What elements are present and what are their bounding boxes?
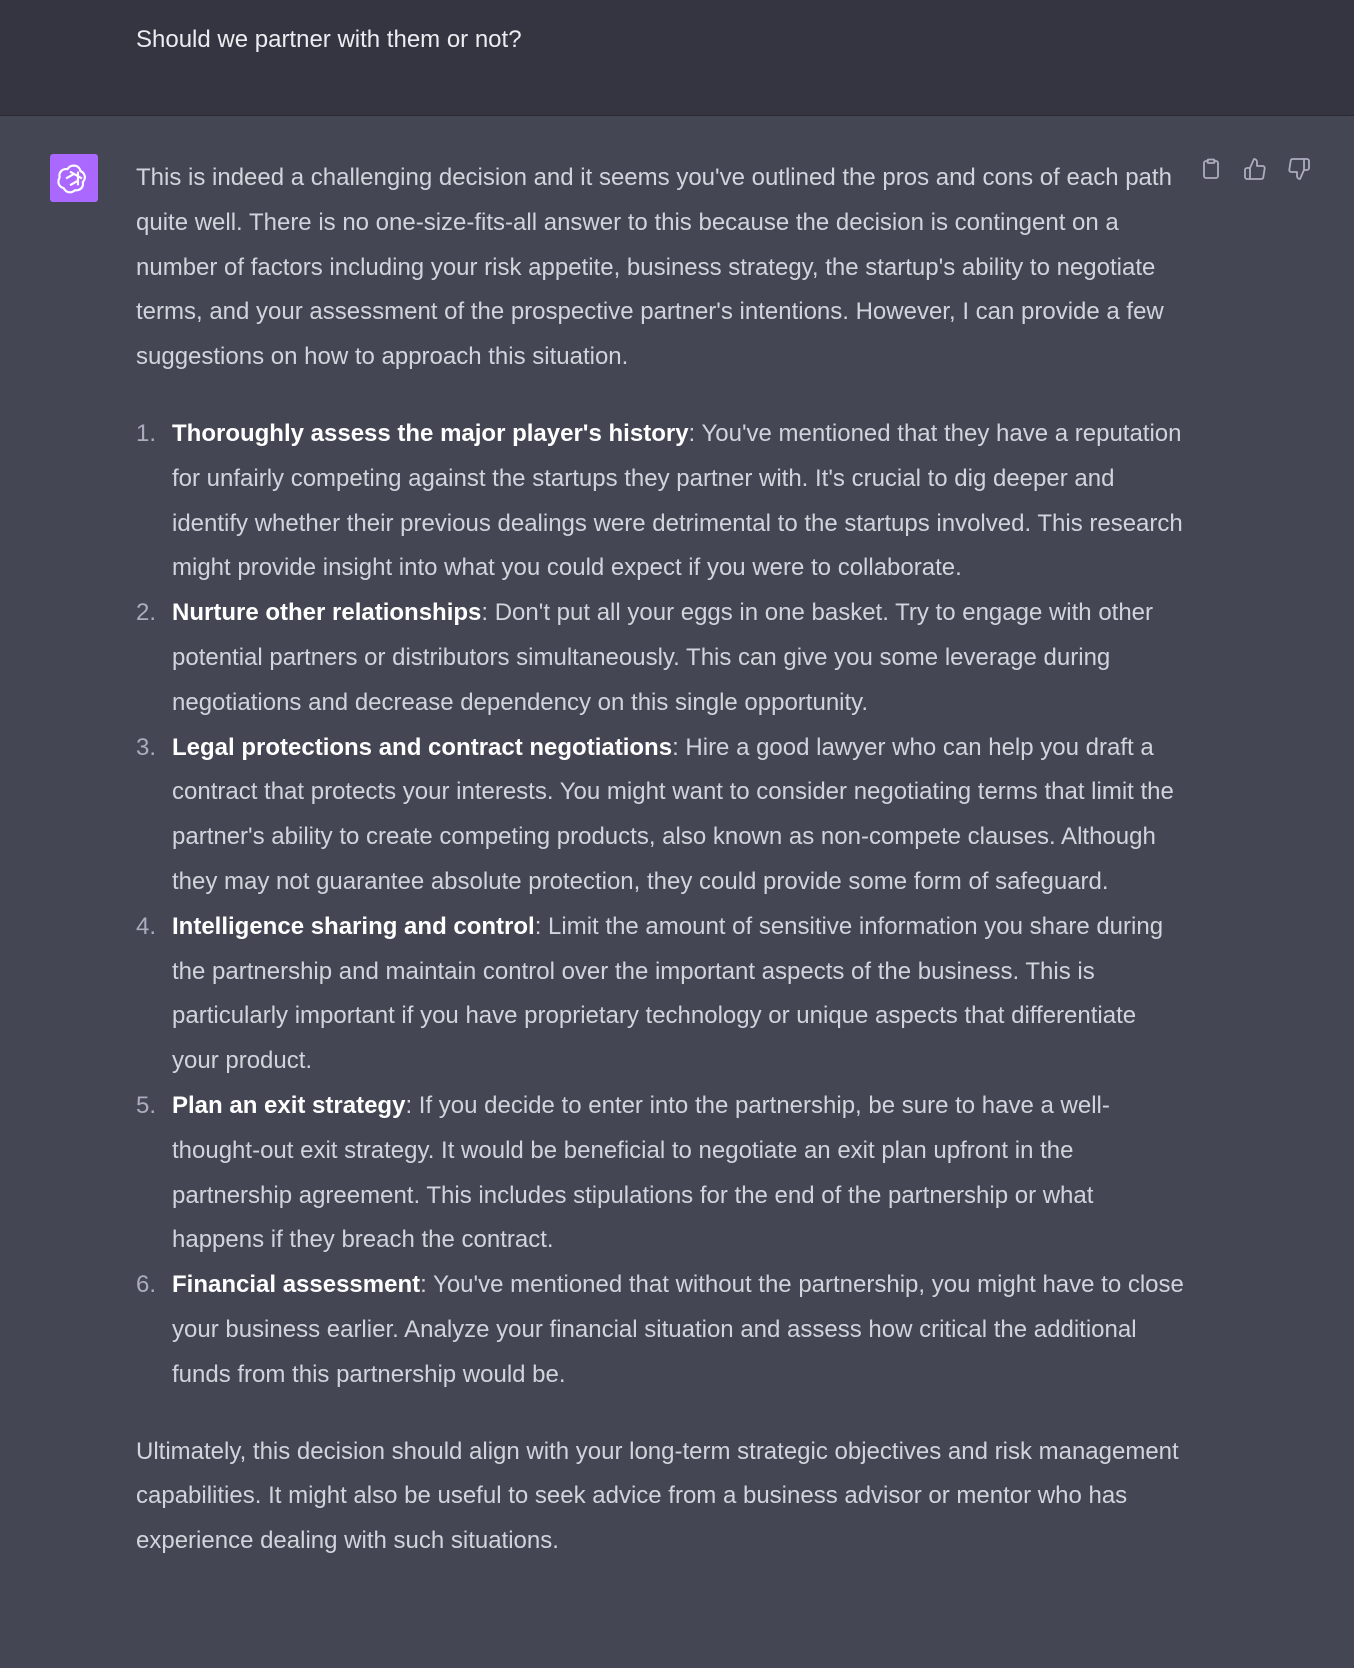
list-item-number: 1.	[136, 419, 157, 447]
list-item-body: : If you decide to enter into the partnership, be sure to have a well-thought-out exit strategy. It would be beneficial to negotiate an exit plan upfront in the partnership agreement. This includes stipulations for the end of the partnership or what happens if they breach the contract.	[172, 1091, 1110, 1254]
list-item-title: Nurture other relationships	[172, 599, 482, 627]
message-actions	[1198, 156, 1312, 182]
list-item	[136, 1263, 1186, 1397]
list-item-number: 2.	[136, 599, 157, 627]
list-item	[136, 1084, 1186, 1263]
list-item-title: Legal protections and contract negotiations	[172, 733, 673, 761]
thumbs-down-button[interactable]	[1286, 156, 1312, 182]
user-message-text: Should we partner with them or not?	[136, 26, 522, 53]
list-item-number: 5.	[136, 1091, 157, 1119]
list-item-number: 3.	[136, 733, 157, 761]
list-item	[136, 905, 1186, 1084]
list-item	[136, 591, 1186, 725]
thumbs-down-icon	[1287, 157, 1311, 181]
assistant-message-row	[0, 116, 1354, 1668]
list-item-body: : You've mentioned that without the partnership, you might have to close your business earlier. Analyze your financial situation and assess how critical the additional funds from this partnership would be.	[172, 1271, 1184, 1388]
suggestion-list	[136, 412, 1186, 1398]
copy-button[interactable]	[1198, 156, 1224, 182]
list-item-body: : You've mentioned that they have a reputation for unfairly competing against the startups they partner with. It's crucial to dig deeper and identify whether their previous dealings were detrimental to the startups involved. This research might provide insight into what you could expect if you were to collaborate.	[172, 419, 1183, 582]
list-item-number: 6.	[136, 1271, 157, 1299]
list-item-body: : Don't put all your eggs in one basket. Try to engage with other potential partners or distributors simultaneously. This can give you some leverage during negotiations and decrease dependency on this single opportunity.	[172, 599, 1154, 716]
thumbs-up-icon	[1243, 157, 1267, 181]
list-item	[136, 726, 1186, 905]
assistant-outro-paragraph: Ultimately, this decision should align with your long-term strategic objectives and risk management capabilities. It might also be useful to seek advice from a business advisor or mentor who has experience dealing with such situations.	[136, 1437, 1179, 1555]
assistant-intro-paragraph: This is indeed a challenging decision and it seems you've outlined the pros and cons of each path quite well. There is no one-size-fits-all answer to this because the decision is contingent on a number of factors including your risk appetite, business strategy, the startup's ability to negotiate terms, and your assessment of the prospective partner's intentions. However, I can provide a few suggestions on how to approach this situation.	[136, 164, 1172, 371]
clipboard-icon	[1199, 157, 1223, 181]
assistant-avatar	[50, 154, 98, 202]
list-item-body: : Hire a good lawyer who can help you draft a contract that protects your interests. You might want to consider negotiating terms that limit the partner's ability to create competing products, also known as non-compete clauses. Although they may not guarantee absolute protection, they could provide some form of safeguard.	[172, 733, 1174, 895]
thumbs-up-button[interactable]	[1242, 156, 1268, 182]
list-item-title: Financial assessment	[172, 1271, 421, 1299]
list-item-title: Intelligence sharing and control	[172, 912, 535, 940]
list-item-title: Plan an exit strategy	[172, 1091, 406, 1119]
openai-logo-icon	[57, 161, 91, 195]
list-item-number: 4.	[136, 912, 157, 940]
user-message-row	[0, 0, 1354, 116]
list-item	[136, 412, 1186, 591]
list-item-title: Thoroughly assess the major player's history	[172, 419, 689, 447]
assistant-message-content	[136, 156, 1186, 1564]
list-item-body: : Limit the amount of sensitive information you share during the partnership and maintain control over the important aspects of the business. This is particularly important if you have proprietary technology or unique aspects that differentiate your product.	[172, 912, 1164, 1075]
